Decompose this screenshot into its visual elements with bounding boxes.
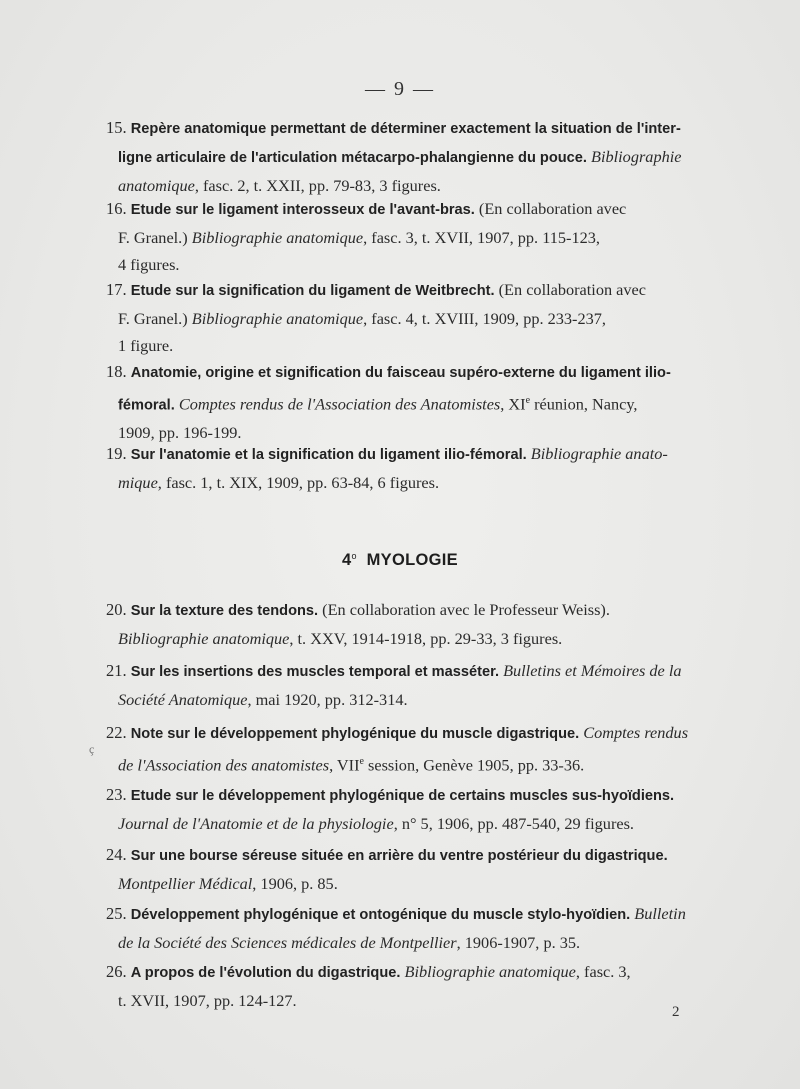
section-number-ordinal: o (351, 551, 357, 561)
entry-line (106, 929, 742, 956)
entry-line (106, 251, 742, 278)
entry-line (106, 387, 742, 419)
entry-title: fémoral. (118, 397, 175, 414)
entry-text: (En collaboration avec (494, 280, 646, 299)
entry-title: ligne articulaire de l'articulation métacarpo-phalangienne du pouce. (118, 150, 587, 166)
entry-journal: Bibliographie anatomique (191, 309, 364, 328)
entry-number: 24. (106, 845, 131, 864)
entry-text: 4 figures. (118, 255, 180, 274)
entry-journal: Bibliographie anato- (526, 444, 668, 463)
entry-journal: mique (118, 473, 158, 492)
entry-title: Etude sur le développement phylogénique de certains muscles sus-hyoïdiens. (130, 788, 675, 804)
entry-journal: Bulletin (630, 904, 686, 923)
entry-line (106, 841, 742, 870)
entry-line (106, 276, 742, 305)
section-heading (0, 551, 800, 570)
entry-text: , mai 1920, pp. 312-314. (247, 690, 408, 709)
entry-journal: Comptes rendus de l'Association des Anatomistes (174, 394, 501, 414)
entry-line (106, 810, 742, 837)
entry-text: , fasc. 3, t. XVII, 1907, pp. 115-123, (363, 228, 600, 247)
entry-text: 1909, pp. 196-199. (118, 423, 242, 443)
entry-text: (En collaboration avec le Professeur Weiss). (318, 600, 610, 619)
entry-title: Anatomie, origine et signification du faisceau supéro-externe du ligament ilio- (130, 365, 671, 381)
entry-journal: de la Société des Sciences médicales de Montpellier (118, 933, 457, 952)
entry-line (106, 440, 742, 469)
entry-text: , t. XXV, 1914-1918, pp. 29-33, 3 figures. (289, 629, 563, 648)
section-number: 4 (342, 551, 352, 569)
entry-title: Etude sur la signification du ligament de Weitbrecht. (130, 283, 495, 299)
entry-line (106, 657, 742, 686)
entry-line (106, 332, 742, 359)
entry-number: 15. (106, 118, 131, 137)
entry-line (106, 114, 742, 143)
entry-title: A propos de l'évolution du digastrique. (130, 965, 401, 981)
entry-line (106, 469, 742, 496)
entry-line (106, 625, 742, 652)
entry-number: 26. (106, 962, 131, 981)
entry-journal: anatomique (118, 176, 195, 195)
entry-text: , fasc. 1, t. XIX, 1909, pp. 63-84, 6 figures. (157, 473, 440, 492)
entry-title: Sur l'anatomie et la signification du ligament ilio-fémoral. (130, 447, 527, 463)
entry-number: 18. (106, 362, 131, 381)
bibliography-entry-24 (106, 841, 742, 897)
bibliography-entry-17 (106, 276, 742, 359)
entry-text: e (359, 756, 364, 767)
entry-text: t. XVII, 1907, pp. 124-127. (118, 991, 297, 1010)
stray-mark: ç (89, 742, 95, 756)
section-title: MYOLOGIE (366, 551, 458, 569)
entry-number: 25. (106, 904, 131, 923)
entry-number: 21. (106, 661, 131, 680)
entry-line (106, 870, 742, 897)
entry-journal: Journal de l'Anatomie et de la physiologie (118, 814, 394, 833)
bibliography-entry-22 (106, 719, 742, 778)
entry-text: réunion, Nancy, (530, 394, 638, 414)
entry-line (106, 305, 742, 332)
entry-line (106, 143, 742, 172)
entry-line (106, 958, 742, 987)
printer-signature-mark: 2 (672, 1004, 680, 1020)
entry-title: Développement phylogénique et ontogénique du muscle stylo-hyoïdien. (130, 907, 631, 923)
entry-text: session, Genève 1905, pp. 33-36. (363, 755, 585, 775)
bibliography-entry-19 (106, 440, 742, 496)
entry-text: , fasc. 2, t. XXII, pp. 79-83, 3 figures. (194, 176, 441, 195)
entry-journal: Comptes rendus (579, 723, 689, 742)
entry-text: F. Granel.) (118, 309, 192, 328)
bibliography-entry-18 (106, 358, 742, 446)
entry-line (106, 748, 742, 778)
bibliography-entry-16 (106, 195, 742, 278)
entry-text: , fasc. 4, t. XVIII, 1909, pp. 233-237, (363, 309, 606, 328)
entry-number: 17. (106, 280, 131, 299)
entry-line (106, 781, 742, 810)
entry-title: Sur une bourse séreuse située en arrière du ventre postérieur du digastrique. (130, 848, 668, 864)
entry-journal: Bibliographie anatomique (118, 629, 290, 648)
entry-line (106, 719, 742, 748)
entry-text: 1 figure. (118, 336, 174, 355)
bibliography-entry-25 (106, 900, 742, 956)
entry-journal: Montpellier Médical (118, 874, 253, 893)
bibliography-entry-15 (106, 114, 742, 199)
entry-text: (En collaboration avec (474, 199, 627, 218)
entry-title: Note sur le développement phylogénique du muscle digastrique. (130, 726, 580, 742)
entry-line (106, 686, 742, 713)
entry-number: 16. (106, 199, 131, 218)
entry-text: , n° 5, 1906, pp. 487-540, 29 figures. (393, 814, 634, 833)
entry-journal: Bibliographie (586, 147, 682, 166)
entry-title: Repère anatomique permettant de déterminer exactement la situation de l'inter- (130, 121, 681, 137)
entry-title: Sur la texture des tendons. (130, 603, 319, 619)
entry-text: , 1906, p. 85. (252, 874, 338, 893)
entry-journal: Bibliographie anatomique (400, 962, 576, 981)
entry-number: 22. (106, 723, 131, 742)
bibliography-entry-23 (106, 781, 742, 837)
entry-title: Etude sur le ligament interosseux de l'avant-bras. (130, 202, 475, 218)
entry-text: , XI (500, 394, 526, 414)
entry-journal: Bulletins et Mémoires de la (499, 661, 682, 680)
bibliography-entry-26 (106, 958, 742, 1014)
entry-text: F. Granel.) (118, 228, 192, 247)
entry-text: , 1906-1907, p. 35. (456, 933, 581, 952)
entry-line (106, 358, 742, 387)
entry-text: , fasc. 3, (575, 962, 631, 981)
entry-text: , VII (329, 755, 360, 775)
entry-line (106, 900, 742, 929)
entry-text: e (525, 395, 531, 406)
entry-line (106, 195, 742, 224)
entry-journal: Bibliographie anatomique (191, 228, 364, 247)
entry-journal: de l'Association des anatomistes (118, 755, 330, 775)
entry-number: 23. (106, 785, 131, 804)
bibliography-entry-20 (106, 596, 742, 652)
entry-number: 19. (106, 444, 131, 463)
entry-line (106, 987, 742, 1014)
entry-title: Sur les insertions des muscles temporal et masséter. (130, 664, 499, 680)
bibliography-entry-21 (106, 657, 742, 713)
entry-journal: Société Anatomique (118, 690, 248, 709)
entry-line (106, 596, 742, 625)
page-number: — 9 — (365, 78, 435, 100)
entry-line (106, 224, 742, 251)
entry-number: 20. (106, 600, 131, 619)
